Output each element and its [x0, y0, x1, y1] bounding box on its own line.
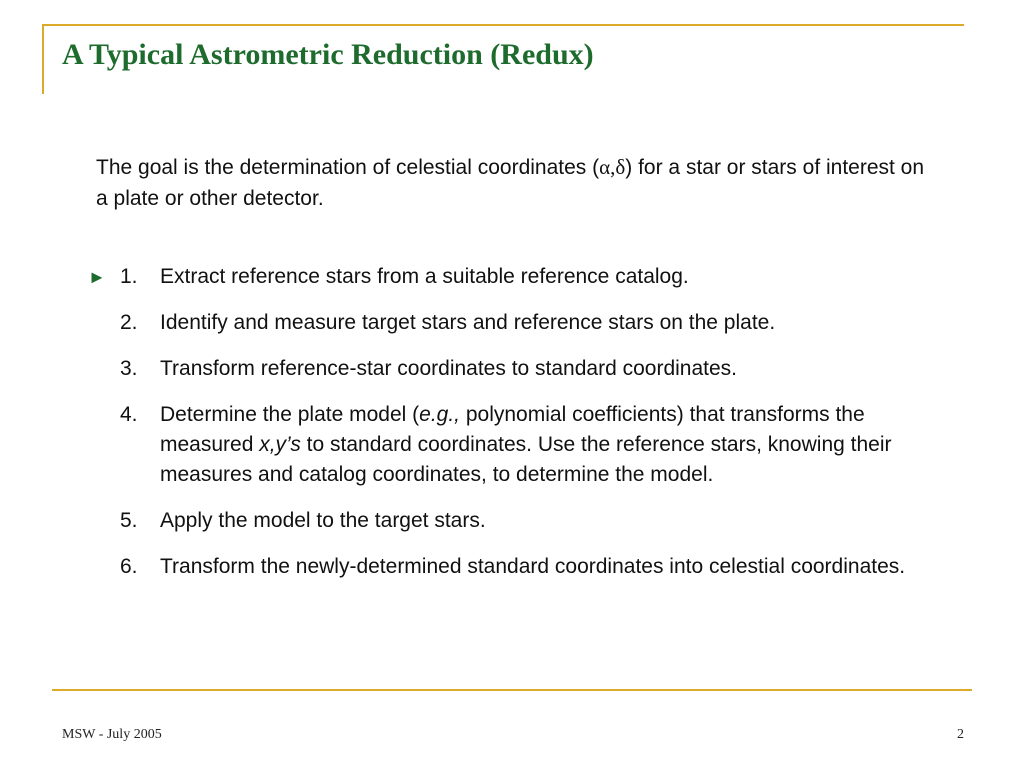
step-text-part: Extract reference stars from a suitable reference catalog.	[160, 265, 689, 288]
step-text	[160, 308, 920, 338]
slide-title: A Typical Astrometric Reduction (Redux)	[62, 38, 594, 71]
step-text-part: Apply the model to the target stars.	[160, 509, 486, 532]
list-item	[120, 262, 920, 292]
left-rule	[42, 24, 44, 94]
step-number: 3.	[120, 357, 138, 380]
step-text-part: to standard coordinates. Use the reference stars, knowing their measures and catalog coordinates, to determine the model.	[160, 433, 892, 486]
step-number: 6.	[120, 555, 138, 578]
step-text	[160, 354, 920, 384]
intro-paragraph	[96, 152, 936, 214]
step-number: 5.	[120, 509, 138, 532]
step-number: 4.	[120, 403, 138, 426]
list-item	[120, 354, 920, 384]
step-number: 2.	[120, 311, 138, 334]
bottom-rule	[52, 689, 972, 691]
step-text-part: Determine the plate model (	[160, 403, 420, 426]
step-text	[160, 552, 920, 582]
top-rule	[42, 24, 964, 26]
step-text	[160, 506, 920, 536]
step-text-part: Transform the newly-determined standard coordinates into celestial coordinates.	[160, 555, 906, 578]
step-text	[160, 262, 920, 292]
steps-list	[120, 262, 920, 598]
step-text-part: Identify and measure target stars and reference stars on the plate.	[160, 311, 776, 334]
step-text-part: polynomial coefficients) that transforms the measured	[160, 403, 865, 456]
alpha-delta-symbols: α,δ	[599, 155, 626, 179]
intro-text-end: ) for a star or stars of interest on a plate or other detector.	[96, 156, 925, 210]
step-text	[160, 400, 920, 490]
step-text-emphasis: e.g.,	[419, 403, 461, 426]
step-text-emphasis: x,y’s	[259, 433, 301, 456]
list-item	[120, 506, 920, 536]
page-number: 2	[957, 727, 964, 742]
list-item	[120, 400, 920, 490]
list-item	[120, 552, 920, 582]
footer-label: MSW - July 2005	[62, 727, 162, 742]
step-text-part: Transform reference-star coordinates to standard coordinates.	[160, 357, 737, 380]
list-item	[120, 308, 920, 338]
step-number: 1.	[120, 265, 138, 288]
intro-text-start: The goal is the determination of celestial coordinates (	[96, 156, 600, 179]
arrow-bullet-icon: ►	[88, 267, 106, 287]
